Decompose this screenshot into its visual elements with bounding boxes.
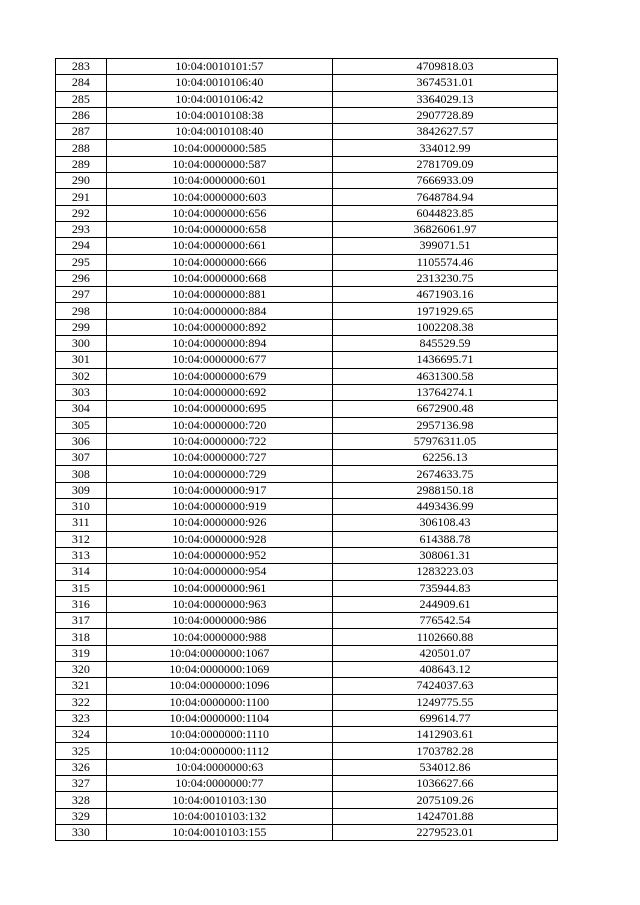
cadastral-number-cell: 10:04:0010103:155 — [106, 824, 332, 840]
value-cell: 2957136.98 — [333, 417, 558, 433]
table-row — [56, 75, 558, 91]
row-number-cell: 302 — [56, 368, 107, 384]
row-number-cell: 286 — [56, 107, 107, 123]
table-row — [56, 792, 558, 808]
row-number-cell: 284 — [56, 75, 107, 91]
data-table — [55, 58, 558, 841]
cadastral-number-cell: 10:04:0000000:988 — [106, 629, 332, 645]
value-cell: 3842627.57 — [333, 124, 558, 140]
table-row — [56, 645, 558, 661]
value-cell: 62256.13 — [333, 450, 558, 466]
cadastral-number-cell: 10:04:0000000:585 — [106, 140, 332, 156]
cadastral-number-cell: 10:04:0000000:661 — [106, 238, 332, 254]
value-cell: 845529.59 — [333, 336, 558, 352]
value-cell: 306108.43 — [333, 515, 558, 531]
cadastral-number-cell: 10:04:0000000:881 — [106, 287, 332, 303]
cadastral-number-cell: 10:04:0000000:695 — [106, 401, 332, 417]
cadastral-number-cell: 10:04:0000000:1100 — [106, 694, 332, 710]
row-number-cell: 292 — [56, 205, 107, 221]
row-number-cell: 300 — [56, 336, 107, 352]
value-cell: 1412903.61 — [333, 727, 558, 743]
value-cell: 3364029.13 — [333, 91, 558, 107]
value-cell: 2674633.75 — [333, 466, 558, 482]
table-row — [56, 319, 558, 335]
row-number-cell: 330 — [56, 824, 107, 840]
cadastral-number-cell: 10:04:0010103:132 — [106, 808, 332, 824]
row-number-cell: 321 — [56, 678, 107, 694]
row-number-cell: 285 — [56, 91, 107, 107]
cadastral-number-cell: 10:04:0000000:961 — [106, 580, 332, 596]
table-row — [56, 384, 558, 400]
table-row — [56, 531, 558, 547]
table-row — [56, 759, 558, 775]
row-number-cell: 327 — [56, 776, 107, 792]
row-number-cell: 297 — [56, 287, 107, 303]
table-row — [56, 776, 558, 792]
value-cell: 1283223.03 — [333, 564, 558, 580]
table-row — [56, 710, 558, 726]
cadastral-number-cell: 10:04:0000000:1069 — [106, 661, 332, 677]
row-number-cell: 318 — [56, 629, 107, 645]
table-row — [56, 368, 558, 384]
row-number-cell: 319 — [56, 645, 107, 661]
row-number-cell: 313 — [56, 547, 107, 563]
cadastral-number-cell: 10:04:0000000:952 — [106, 547, 332, 563]
cadastral-number-cell: 10:04:0010103:130 — [106, 792, 332, 808]
table-row — [56, 678, 558, 694]
table-row — [56, 564, 558, 580]
cadastral-number-cell: 10:04:0010106:42 — [106, 91, 332, 107]
value-cell: 699614.77 — [333, 710, 558, 726]
value-cell: 4493436.99 — [333, 499, 558, 515]
table-row — [56, 91, 558, 107]
value-cell: 4631300.58 — [333, 368, 558, 384]
table-row — [56, 694, 558, 710]
row-number-cell: 290 — [56, 173, 107, 189]
row-number-cell: 296 — [56, 270, 107, 286]
value-cell: 6044823.85 — [333, 205, 558, 221]
cadastral-number-cell: 10:04:0000000:963 — [106, 596, 332, 612]
row-number-cell: 324 — [56, 727, 107, 743]
value-cell: 1105574.46 — [333, 254, 558, 270]
cadastral-number-cell: 10:04:0000000:1110 — [106, 727, 332, 743]
table-row — [56, 270, 558, 286]
table-row — [56, 499, 558, 515]
table-row — [56, 482, 558, 498]
table-row — [56, 401, 558, 417]
row-number-cell: 287 — [56, 124, 107, 140]
row-number-cell: 328 — [56, 792, 107, 808]
row-number-cell: 309 — [56, 482, 107, 498]
value-cell: 1036627.66 — [333, 776, 558, 792]
cadastral-number-cell: 10:04:0000000:722 — [106, 433, 332, 449]
value-cell: 2781709.09 — [333, 156, 558, 172]
cadastral-number-cell: 10:04:0000000:603 — [106, 189, 332, 205]
cadastral-number-cell: 10:04:0010106:40 — [106, 75, 332, 91]
value-cell: 1002208.38 — [333, 319, 558, 335]
cadastral-number-cell: 10:04:0000000:729 — [106, 466, 332, 482]
value-cell: 1703782.28 — [333, 743, 558, 759]
row-number-cell: 288 — [56, 140, 107, 156]
row-number-cell: 294 — [56, 238, 107, 254]
value-cell: 408643.12 — [333, 661, 558, 677]
cadastral-number-cell: 10:04:0000000:894 — [106, 336, 332, 352]
value-cell: 614388.78 — [333, 531, 558, 547]
cadastral-number-cell: 10:04:0000000:954 — [106, 564, 332, 580]
value-cell: 36826061.97 — [333, 221, 558, 237]
row-number-cell: 308 — [56, 466, 107, 482]
table-row — [56, 547, 558, 563]
table-row — [56, 303, 558, 319]
value-cell: 1249775.55 — [333, 694, 558, 710]
cadastral-number-cell: 10:04:0000000:926 — [106, 515, 332, 531]
table-row — [56, 727, 558, 743]
table-row — [56, 173, 558, 189]
row-number-cell: 306 — [56, 433, 107, 449]
value-cell: 2313230.75 — [333, 270, 558, 286]
table-row — [56, 417, 558, 433]
row-number-cell: 299 — [56, 319, 107, 335]
table-row — [56, 661, 558, 677]
value-cell: 7666933.09 — [333, 173, 558, 189]
value-cell: 13764274.1 — [333, 384, 558, 400]
table-row — [56, 580, 558, 596]
cadastral-number-cell: 10:04:0010108:40 — [106, 124, 332, 140]
table-row — [56, 238, 558, 254]
cadastral-number-cell: 10:04:0000000:679 — [106, 368, 332, 384]
row-number-cell: 314 — [56, 564, 107, 580]
table-row — [56, 743, 558, 759]
row-number-cell: 310 — [56, 499, 107, 515]
cadastral-number-cell: 10:04:0000000:884 — [106, 303, 332, 319]
table-row — [56, 515, 558, 531]
value-cell: 4671903.16 — [333, 287, 558, 303]
value-cell: 2988150.18 — [333, 482, 558, 498]
table-row — [56, 596, 558, 612]
row-number-cell: 295 — [56, 254, 107, 270]
row-number-cell: 312 — [56, 531, 107, 547]
cadastral-number-cell: 10:04:0000000:1067 — [106, 645, 332, 661]
cadastral-number-cell: 10:04:0000000:727 — [106, 450, 332, 466]
table-row — [56, 466, 558, 482]
value-cell: 1971929.65 — [333, 303, 558, 319]
row-number-cell: 283 — [56, 59, 107, 75]
row-number-cell: 325 — [56, 743, 107, 759]
value-cell: 2279523.01 — [333, 824, 558, 840]
row-number-cell: 320 — [56, 661, 107, 677]
table-row — [56, 450, 558, 466]
row-number-cell: 304 — [56, 401, 107, 417]
table-row — [56, 824, 558, 840]
cadastral-number-cell: 10:04:0000000:601 — [106, 173, 332, 189]
value-cell: 4709818.03 — [333, 59, 558, 75]
table-row — [56, 336, 558, 352]
row-number-cell: 289 — [56, 156, 107, 172]
value-cell: 534012.86 — [333, 759, 558, 775]
cadastral-number-cell: 10:04:0000000:666 — [106, 254, 332, 270]
cadastral-number-cell: 10:04:0000000:692 — [106, 384, 332, 400]
table-row — [56, 107, 558, 123]
row-number-cell: 298 — [56, 303, 107, 319]
cadastral-number-cell: 10:04:0000000:77 — [106, 776, 332, 792]
cadastral-number-cell: 10:04:0000000:677 — [106, 352, 332, 368]
row-number-cell: 322 — [56, 694, 107, 710]
table-row — [56, 629, 558, 645]
table-row — [56, 140, 558, 156]
cadastral-number-cell: 10:04:0000000:1104 — [106, 710, 332, 726]
cadastral-number-cell: 10:04:0000000:720 — [106, 417, 332, 433]
cadastral-number-cell: 10:04:0000000:63 — [106, 759, 332, 775]
row-number-cell: 301 — [56, 352, 107, 368]
value-cell: 1436695.71 — [333, 352, 558, 368]
row-number-cell: 315 — [56, 580, 107, 596]
value-cell: 420501.07 — [333, 645, 558, 661]
table-row — [56, 254, 558, 270]
cadastral-number-cell: 10:04:0010108:38 — [106, 107, 332, 123]
row-number-cell: 311 — [56, 515, 107, 531]
row-number-cell: 293 — [56, 221, 107, 237]
table-row — [56, 352, 558, 368]
value-cell: 3674531.01 — [333, 75, 558, 91]
row-number-cell: 317 — [56, 613, 107, 629]
cadastral-number-cell: 10:04:0010101:57 — [106, 59, 332, 75]
value-cell: 7648784.94 — [333, 189, 558, 205]
row-number-cell: 291 — [56, 189, 107, 205]
value-cell: 334012.99 — [333, 140, 558, 156]
value-cell: 308061.31 — [333, 547, 558, 563]
value-cell: 735944.83 — [333, 580, 558, 596]
cadastral-number-cell: 10:04:0000000:928 — [106, 531, 332, 547]
table-body — [56, 59, 558, 841]
cadastral-number-cell: 10:04:0000000:1112 — [106, 743, 332, 759]
row-number-cell: 307 — [56, 450, 107, 466]
cadastral-number-cell: 10:04:0000000:587 — [106, 156, 332, 172]
table-row — [56, 59, 558, 75]
row-number-cell: 303 — [56, 384, 107, 400]
value-cell: 57976311.05 — [333, 433, 558, 449]
cadastral-number-cell: 10:04:0000000:1096 — [106, 678, 332, 694]
value-cell: 244909.61 — [333, 596, 558, 612]
value-cell: 6672900.48 — [333, 401, 558, 417]
cadastral-number-cell: 10:04:0000000:917 — [106, 482, 332, 498]
cadastral-number-cell: 10:04:0000000:986 — [106, 613, 332, 629]
row-number-cell: 329 — [56, 808, 107, 824]
table-row — [56, 156, 558, 172]
table-row — [56, 287, 558, 303]
row-number-cell: 305 — [56, 417, 107, 433]
value-cell: 776542.54 — [333, 613, 558, 629]
row-number-cell: 316 — [56, 596, 107, 612]
table-row — [56, 189, 558, 205]
table-row — [56, 613, 558, 629]
value-cell: 399071.51 — [333, 238, 558, 254]
row-number-cell: 323 — [56, 710, 107, 726]
cadastral-number-cell: 10:04:0000000:658 — [106, 221, 332, 237]
value-cell: 1102660.88 — [333, 629, 558, 645]
value-cell: 2907728.89 — [333, 107, 558, 123]
cadastral-number-cell: 10:04:0000000:656 — [106, 205, 332, 221]
cadastral-number-cell: 10:04:0000000:919 — [106, 499, 332, 515]
row-number-cell: 326 — [56, 759, 107, 775]
cadastral-number-cell: 10:04:0000000:668 — [106, 270, 332, 286]
value-cell: 1424701.88 — [333, 808, 558, 824]
table-row — [56, 221, 558, 237]
table-row — [56, 433, 558, 449]
cadastral-number-cell: 10:04:0000000:892 — [106, 319, 332, 335]
value-cell: 2075109.26 — [333, 792, 558, 808]
table-row — [56, 808, 558, 824]
table-row — [56, 205, 558, 221]
table-row — [56, 124, 558, 140]
value-cell: 7424037.63 — [333, 678, 558, 694]
